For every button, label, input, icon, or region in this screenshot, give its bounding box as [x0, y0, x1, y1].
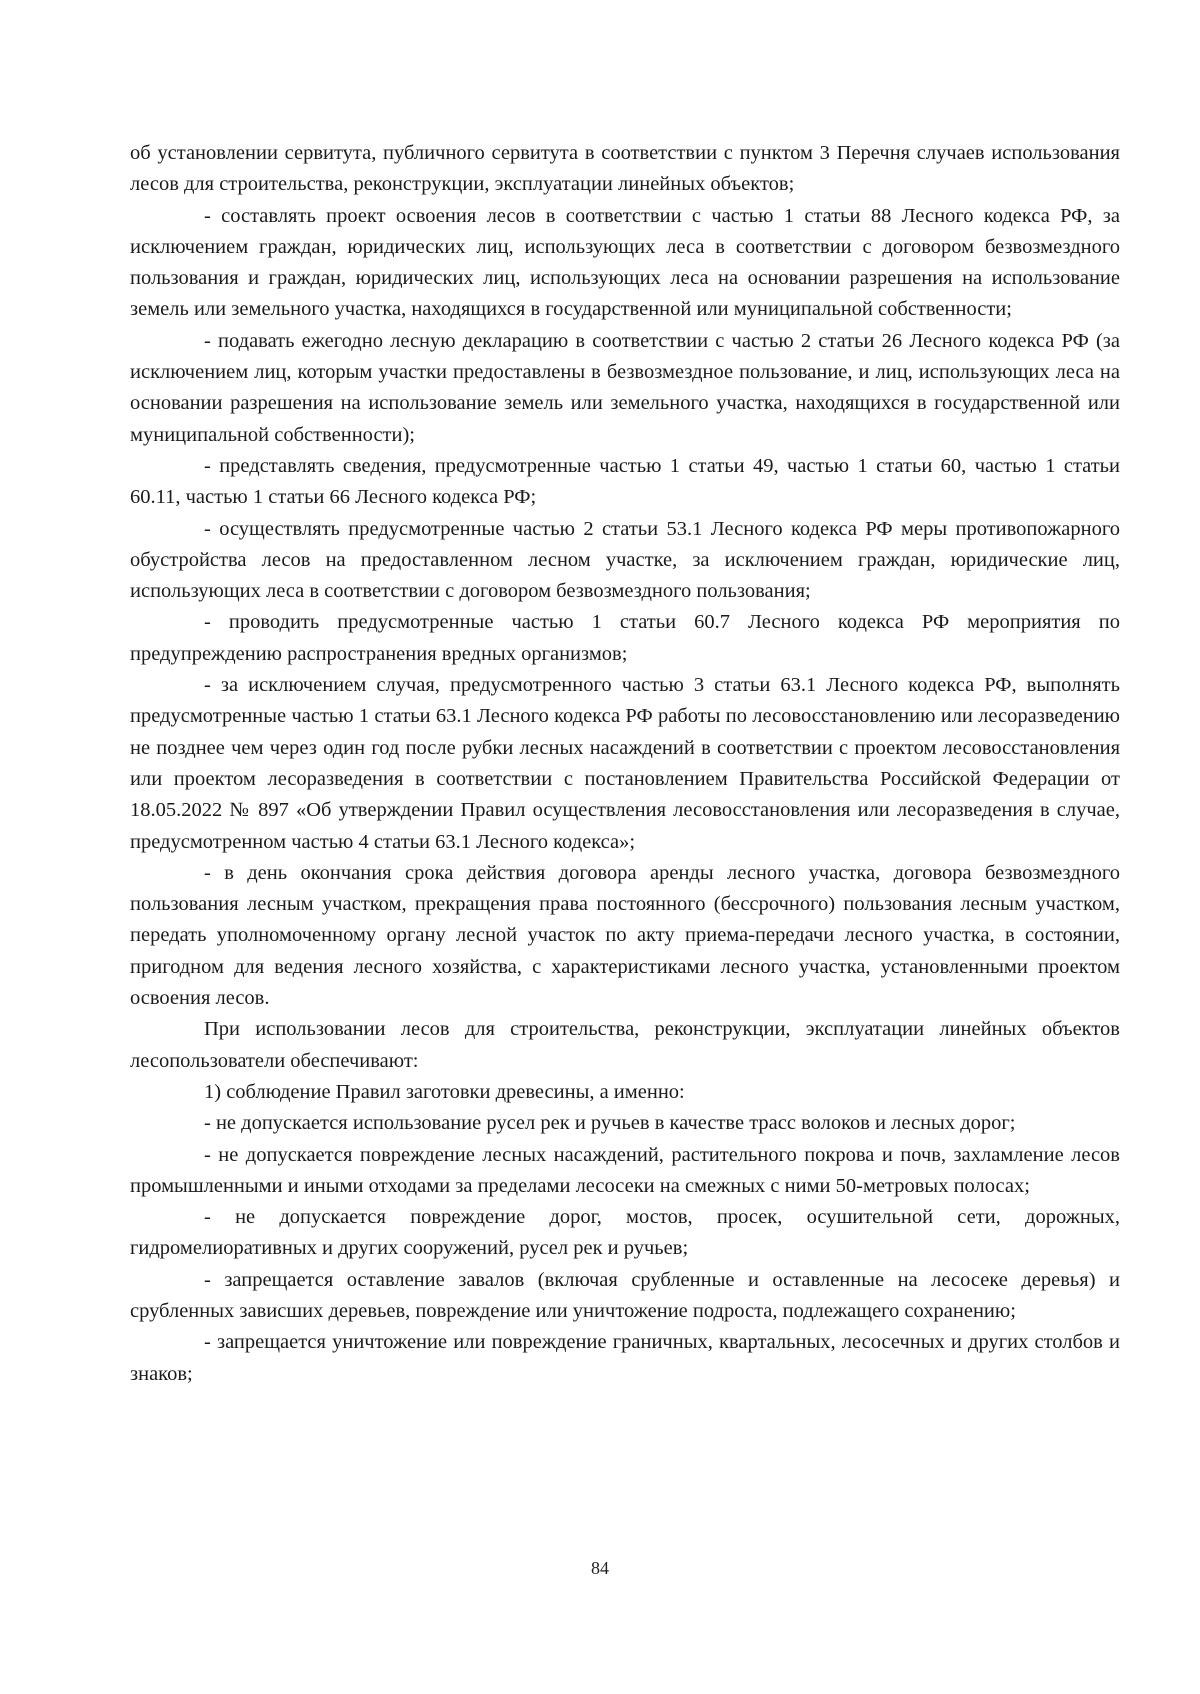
document-body — [130, 138, 1120, 1390]
paragraph-5: - осуществлять предусмотренные частью 2 статьи 53.1 Лесного кодекса РФ меры противопожарного обустройства лесов на предоставленном лесном участке, за исключением граждан, юридические лиц, использующих леса в соответствии с договором безвозмездного пользования; — [130, 517, 1120, 603]
paragraph-14: - запрещается оставление завалов (включая срубленные и оставленные на лесосеке деревья) и срубленных зависших деревьев, повреждение или уничтожение подроста, подлежащего сохранению; — [130, 1268, 1120, 1322]
paragraph-1: об установлении сервитута, публичного сервитута в соответствии с пунктом 3 Перечня случаев использования лесов для строительства, реконструкции, эксплуатации линейных объектов; — [130, 142, 1120, 196]
paragraph-3: - подавать ежегодно лесную декларацию в соответствии с частью 2 статьи 26 Лесного кодекса РФ (за исключением лиц, которым участки предоставлены в безвозмездное пользование, и лиц, использующих леса на основании разрешения на использование земель или земельного участка, находящихся в государственной или муниципальной собственности); — [130, 329, 1120, 446]
paragraph-11: - не допускается использование русел рек и ручьев в качестве трасс волоков и лесных дорог; — [204, 1112, 1016, 1135]
paragraph-7: - за исключением случая, предусмотренного частью 3 статьи 63.1 Лесного кодекса РФ, выполнять предусмотренные частью 1 статьи 63.1 Лесного кодекса РФ работы по лесовосстановлению или лесоразведению не позднее чем через один год после рубки лесных насаждений в соответствии с проектом лесовосстановления или проектом лесоразведения в соответствии с постановлением Правительства Российской Федерации от 18.05.2022 № 897 «Об утверждении Правил осуществления лесовосстановления или лесоразведения в случае, предусмотренном частью 4 статьи 63.1 Лесного кодекса»; — [130, 674, 1120, 853]
paragraph-8: - в день окончания срока действия договора аренды лесного участка, договора безвозмездного пользования лесным участком, прекращения права постоянного (бессрочного) пользования лесным участком, передать уполномоченному органу лесной участок по акту приема-передачи лесного участка, в состоянии, пригодном для ведения лесного хозяйства, с характеристиками лесного участка, установленными проектом освоения лесов. — [130, 861, 1120, 1010]
paragraph-10: 1) соблюдение Правил заготовки древесины, а именно: — [204, 1080, 685, 1103]
paragraph-12: - не допускается повреждение лесных насаждений, растительного покрова и почв, захламление лесов промышленными и иными отходами за пределами лесосеки на смежных с ними 50-метровых полосах; — [130, 1143, 1120, 1197]
paragraph-13: - не допускается повреждение дорог, мостов, просек, осушительной сети, дорожных, гидромелиоративных и других сооружений, русел рек и ручьев; — [130, 1206, 1120, 1260]
paragraph-2: - составлять проект освоения лесов в соответствии с частью 1 статьи 88 Лесного кодекса РФ, за исключением граждан, юридических лиц, использующих леса в соответствии с договором безвозмездного пользования и граждан, юридических лиц, использующих леса на основании разрешения на использование земель или земельного участка, находящихся в государственной или муниципальной собственности; — [130, 204, 1120, 321]
page-number: 84 — [591, 1558, 609, 1578]
paragraph-6: - проводить предусмотренные частью 1 статьи 60.7 Лесного кодекса РФ мероприятия по предупреждению распространения вредных организмов; — [130, 611, 1120, 665]
paragraph-4: - представлять сведения, предусмотренные частью 1 статьи 49, частью 1 статьи 60, частью 1 статьи 60.11, частью 1 статьи 66 Лесного кодекса РФ; — [130, 454, 1120, 509]
paragraph-15: - запрещается уничтожение или повреждение граничных, квартальных, лесосечных и других столбов и знаков; — [130, 1331, 1120, 1385]
paragraph-9: При использовании лесов для строительства, реконструкции, эксплуатации линейных объектов лесопользователи обеспечивают: — [130, 1018, 1120, 1072]
